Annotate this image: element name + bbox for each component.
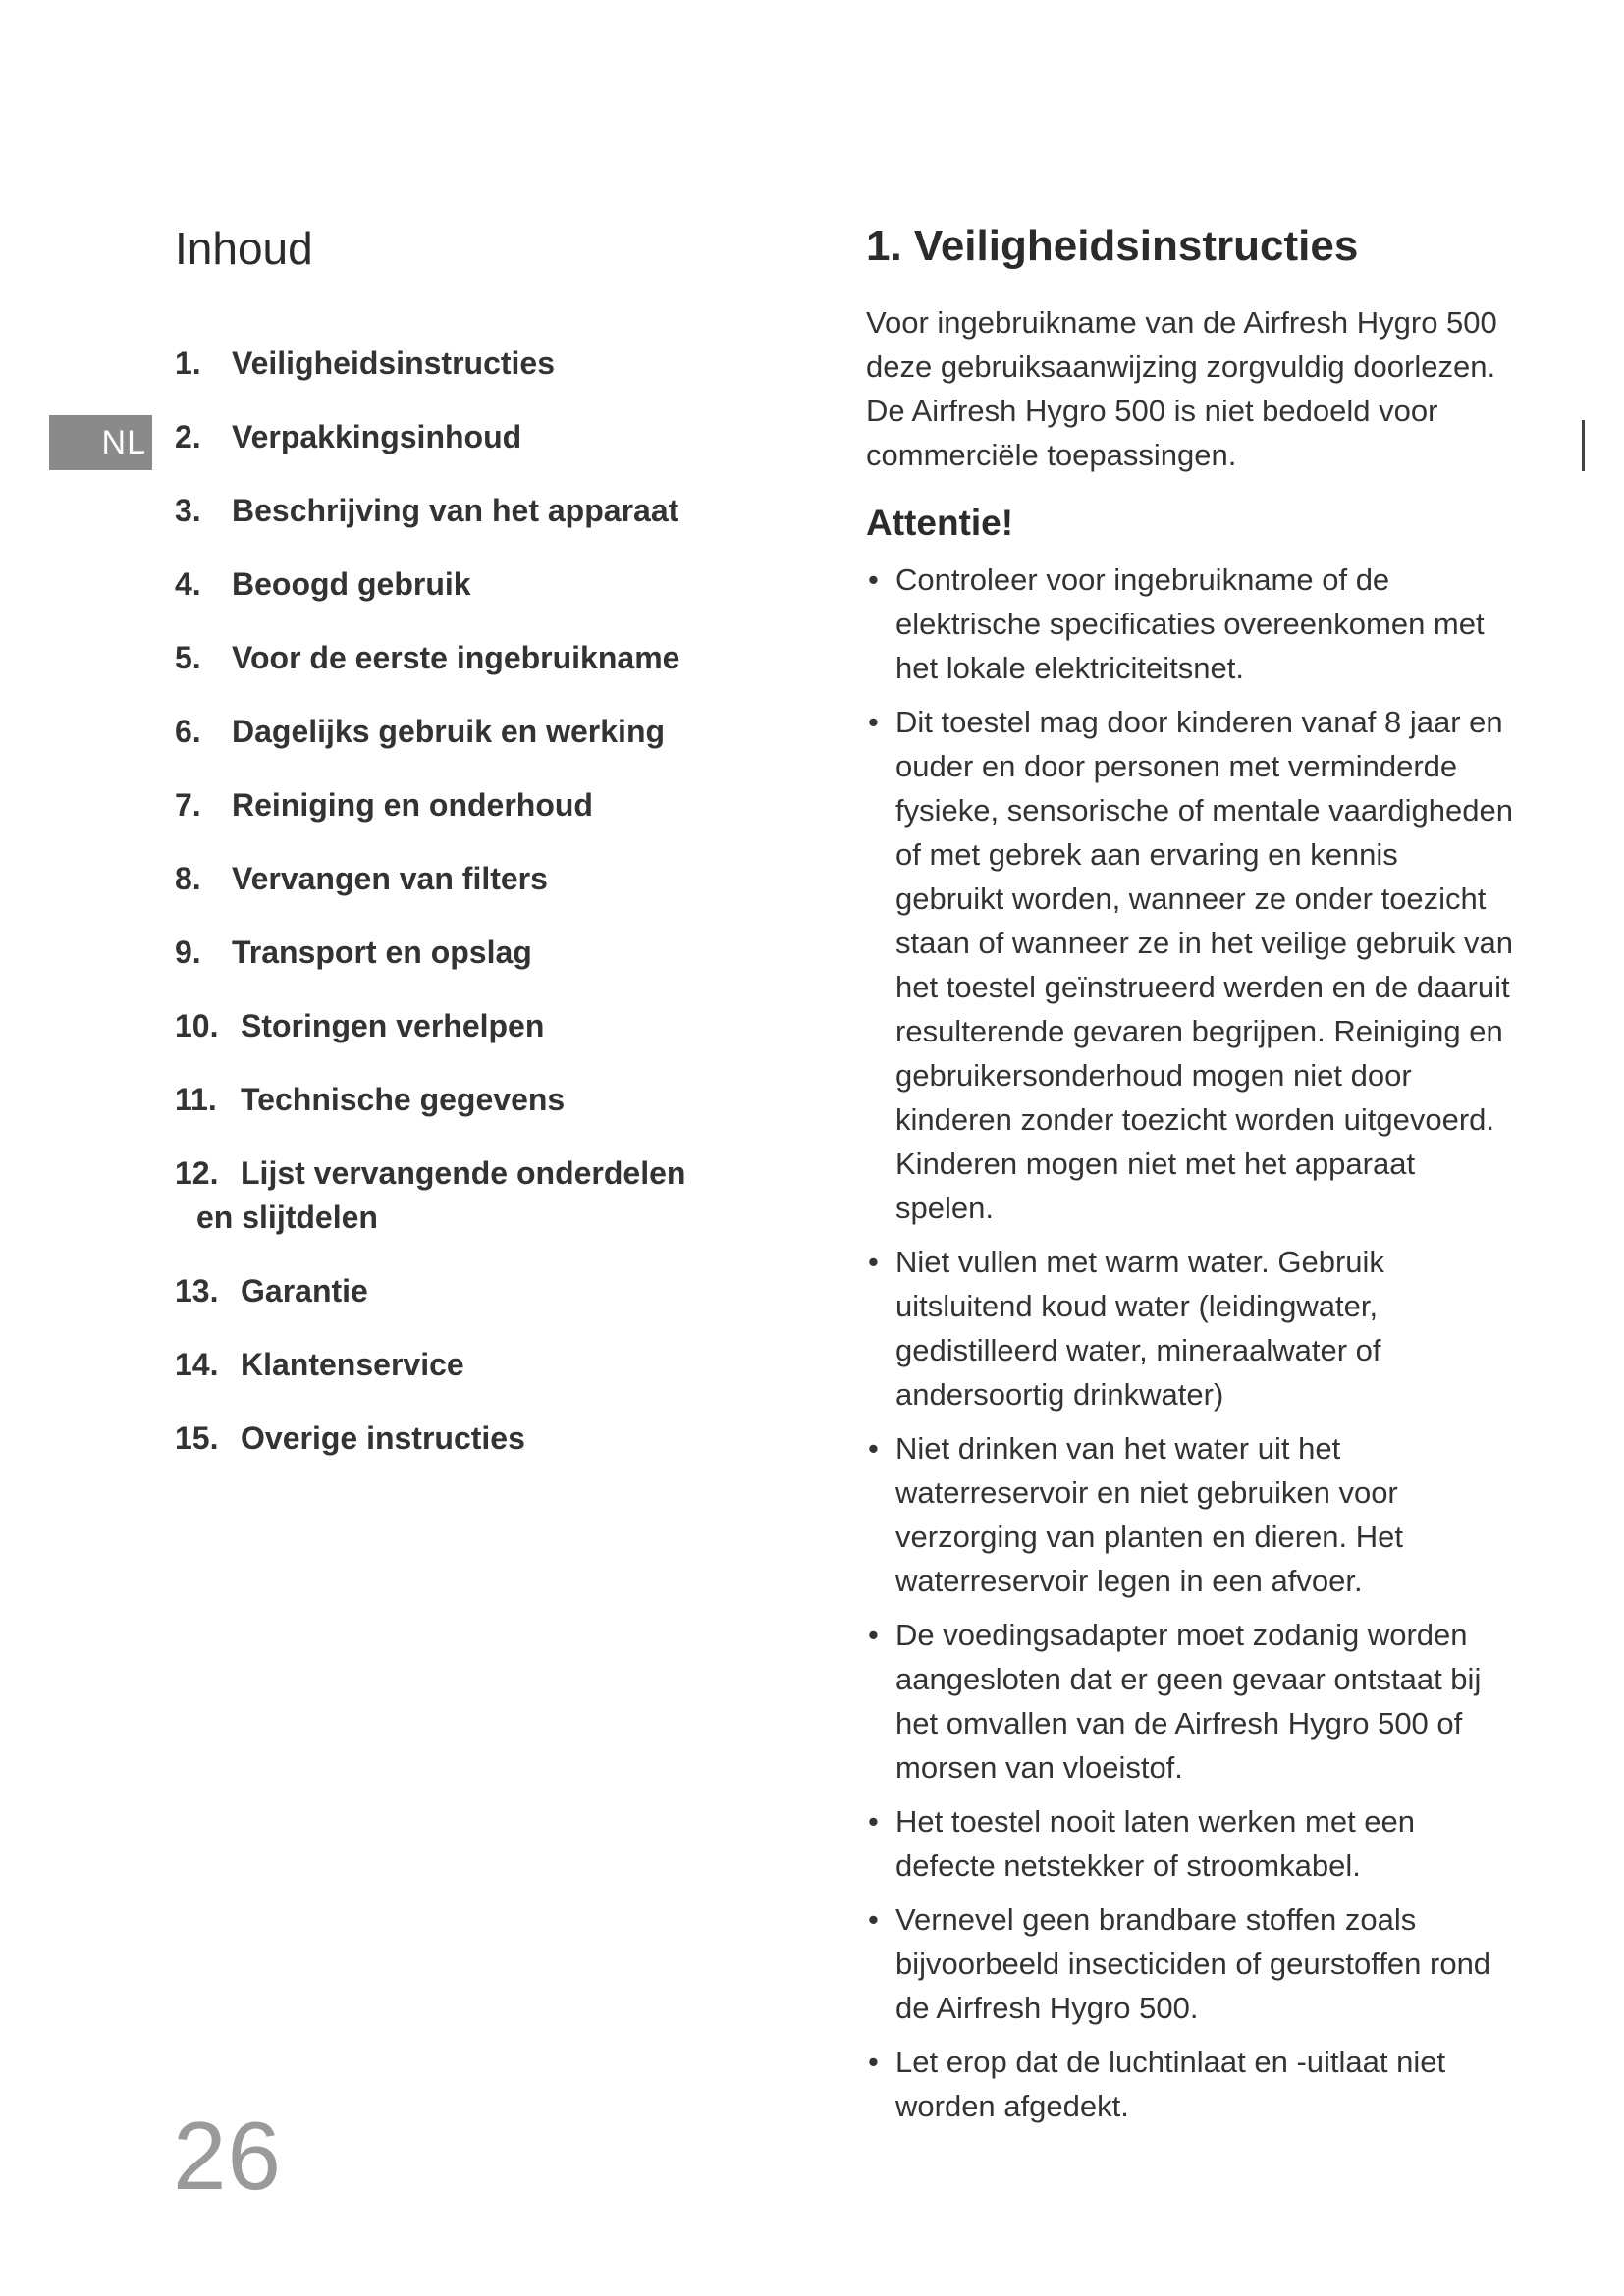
toc-item: 14. Klantenservice <box>175 1347 464 1382</box>
revision-bar <box>1582 420 1585 471</box>
bullet-dot: • <box>868 1431 879 1466</box>
section-title: 1. Veiligheidsinstructies <box>866 222 1359 270</box>
toc-item: 12. Lijst vervangende onderdelen en slijtdelen <box>175 1155 686 1235</box>
toc-item: 4. Beoogd gebruik <box>175 566 471 602</box>
bullet-dot: • <box>868 562 879 597</box>
toc-item: 10. Storingen verhelpen <box>175 1008 545 1043</box>
bullet-dot: • <box>868 1804 879 1839</box>
toc-item: 5. Voor de eerste ingebruikname <box>175 640 680 675</box>
safety-bullet: • Het toestel nooit laten werken met een defecte netstekker of stroomkabel. <box>866 1799 1514 1888</box>
toc-item: 11. Technische gegevens <box>175 1082 566 1117</box>
toc-item: 3. Beschrijving van het apparaat <box>175 493 679 528</box>
toc-item: 9. Transport en opslag <box>175 934 532 970</box>
toc-title: Inhoud <box>175 223 313 274</box>
safety-bullet: • Dit toestel mag door kinderen vanaf 8 jaar en ouder en door personen met verminderde fysieke, sensorische of mentale vaardigheden of met gebrek aan ervaring en kennis gebruikt worden, wanneer ze onder toezicht staan of wanneer ze in het veilige gebruik van het toestel geïnstrueerd werden en de daaruit resulterende gevaren begrijpen. Reiniging en gebruikersonderhoud mogen niet door kinderen zonder toezicht worden uitgevoerd. Kinderen mogen niet met het apparaat spelen. <box>866 700 1514 1230</box>
bullet-dot: • <box>868 705 879 739</box>
toc-item: 15. Overige instructies <box>175 1420 525 1456</box>
safety-bullet-list <box>866 558 1514 2138</box>
toc-item: 1. Veiligheidsinstructies <box>175 346 555 381</box>
bullet-dot: • <box>868 2045 879 2079</box>
page-number: 26 <box>173 2102 283 2210</box>
safety-bullet: • Let erop dat de luchtinlaat en -uitlaat niet worden afgedekt. <box>866 2040 1514 2128</box>
bullet-dot: • <box>868 1245 879 1279</box>
safety-bullet: • Vernevel geen brandbare stoffen zoals bijvoorbeeld insecticiden of geurstoffen rond de Airfresh Hygro 500. <box>866 1897 1514 2030</box>
bullet-dot: • <box>868 1618 879 1652</box>
toc-item: 7. Reiniging en onderhoud <box>175 787 593 823</box>
safety-bullet: • Niet vullen met warm water. Gebruik uitsluitend koud water (leidingwater, gedistilleerd water, mineraalwater of andersoortig drinkwater) <box>866 1240 1514 1416</box>
toc-item: 2. Verpakkingsinhoud <box>175 419 522 454</box>
intro-paragraph: Voor ingebruikname van de Airfresh Hygro 500 deze gebruiksaanwijzing zorgvuldig doorlezen. De Airfresh Hygro 500 is niet bedoeld voor commerciële toepassingen. <box>866 305 1497 472</box>
safety-bullet: • De voedingsadapter moet zodanig worden aangesloten dat er geen gevaar ontstaat bij het omvallen van de Airfresh Hygro 500 of morsen van vloeistof. <box>866 1613 1514 1789</box>
attention-heading: Attentie! <box>866 503 1014 543</box>
toc-item: 13. Garantie <box>175 1273 368 1308</box>
safety-bullet: • Controleer voor ingebruikname of de elektrische specificaties overeenkomen met het lokale elektriciteitsnet. <box>866 558 1514 690</box>
bullet-dot: • <box>868 1902 879 1937</box>
toc-list <box>175 342 725 1490</box>
safety-bullet: • Niet drinken van het water uit het waterreservoir en niet gebruiken voor verzorging van planten en dieren. Het waterreservoir legen in een afvoer. <box>866 1426 1514 1603</box>
toc-item: 8. Vervangen van filters <box>175 861 548 896</box>
toc-item: 6. Dagelijks gebruik en werking <box>175 714 666 749</box>
language-tab: NL <box>49 415 152 470</box>
